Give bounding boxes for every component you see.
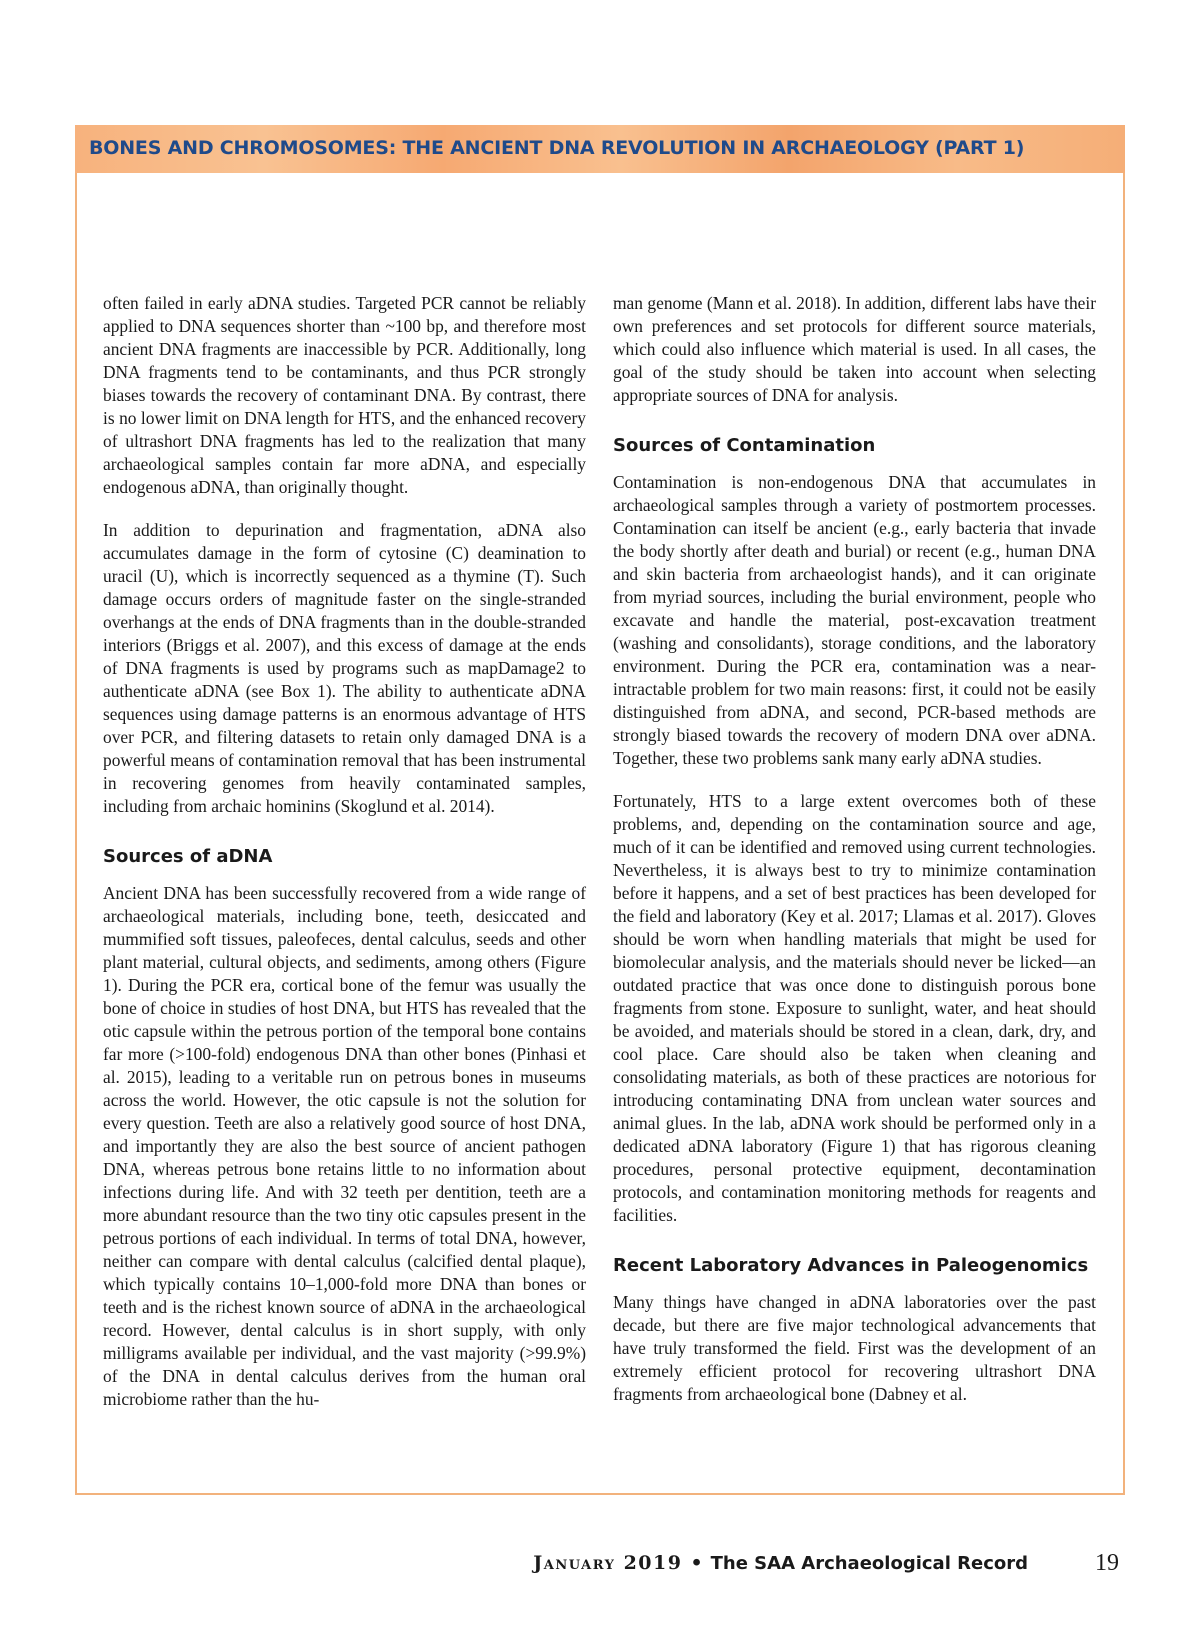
right-column bbox=[613, 292, 1096, 1426]
publication-name: The SAA Archaeological Record bbox=[710, 1553, 1028, 1574]
section-heading-sources-of-contamination: Sources of Contamination bbox=[613, 435, 876, 456]
paragraph: Ancient DNA has been successfully recovered from a wide range of archaeological materials, including bone, teeth, desiccated and mummified soft tissues, paleofeces, dental calculus, seeds and other plant material, cultural objects, and sediments, among others (Figure 1). During the PCR era, cortical bone of the femur was usually the bone of choice in studies of host DNA, but HTS has revealed that the otic capsule within the petrous portion of the temporal bone contains far more (>100-fold) endogenous DNA than other bones (Pinhasi et al. 2015), leading to a veritable run on petrous bones in museums across the world. However, the otic capsule is not the solution for every question. Teeth are also a relatively good source of host DNA, and importantly they are also the best source of ancient pathogen DNA, whereas petrous bone retains little to no information about infections during life. And with 32 teeth per dentition, teeth are a more abundant resource than the two tiny otic capsules present in the petrous portions of each individual. In terms of total DNA, however, neither can compare with dental calculus (calcified dental plaque), which typically contains 10–1,000-fold more DNA than bones or teeth and is the richest known source of aDNA in the archaeological record. However, dental calculus is in short supply, with only milligrams available per individual, and the vast majority (>99.9%) of the DNA in dental calculus derives from the human oral microbiome rather than the hu- bbox=[103, 883, 586, 1409]
section-heading-sources-of-adna: Sources of aDNA bbox=[103, 846, 273, 867]
paragraph: man genome (Mann et al. 2018). In addition, different labs have their own preferences and set protocols for different source materials, which could also influence which material is used. In all cases, the goal of the study should be taken into account when selecting appropriate sources of DNA for analysis. bbox=[613, 293, 1096, 405]
header-banner bbox=[75, 125, 1125, 173]
left-column bbox=[103, 292, 586, 1431]
paragraph: Fortunately, HTS to a large extent overcomes both of these problems, and, depending on the contamination source and age, much of it can be identified and removed using current technologies. Nevertheless, it is always best to try to minimize contamination before it happens, and a set of best practices has been developed for the field and laboratory (Key et al. 2017; Llamas et al. 2017). Gloves should be worn when handling materials that might be used for biomolecular analysis, and the materials should never be licked—an outdated practice that was once done to distinguish porous bone fragments from stone. Exposure to sunlight, water, and heat should be avoided, and materials should be stored in a clean, dark, dry, and cool place. Care should also be taken when cleaning and consolidating materials, as both of these practices are notorious for introducing contaminating DNA from unclean water sources and animal glues. In the lab, aDNA work should be performed only in a dedicated aDNA laboratory (Figure 1) that has rigorous cleaning procedures, personal protective equipment, decontamination protocols, and contamination monitoring methods for reagents and facilities. bbox=[613, 791, 1096, 1225]
paragraph: Contamination is non-endogenous DNA that accumulates in archaeological samples through a variety of postmortem processes. Contamination can itself be ancient (e.g., early bacteria that invade the body shortly after death and burial) or recent (e.g., human DNA and skin bacteria from archaeologist hands), and it can originate from myriad sources, including the burial environment, people who excavate and handle the material, post-excavation treatment (washing and consolidants), storage conditions, and the laboratory environment. During the PCR era, contamination was a near-intractable problem for two main reasons: first, it could not be easily distinguished from aDNA, and second, PCR-based methods are strongly biased towards the recovery of modern DNA over aDNA. Together, these two problems sank many early aDNA studies. bbox=[613, 472, 1096, 768]
paragraph: Many things have changed in aDNA laboratories over the past decade, but there are five major technological advancements that have truly transformed the field. First was the development of an extremely efficient protocol for recovering ultrashort DNA fragments from archaeological bone (Dabney et al. bbox=[613, 1292, 1096, 1404]
issue-date: January 2019 bbox=[533, 1552, 683, 1574]
running-footer bbox=[533, 1552, 1028, 1574]
paragraph: In addition to depurination and fragmentation, aDNA also accumulates damage in the form of cytosine (C) deamination to uracil (U), which is incorrectly sequenced as a thymine (T). Such damage occurs orders of magnitude faster on the single-stranded overhangs at the ends of DNA fragments than in the double-stranded interiors (Briggs et al. 2007), and this excess of damage at the ends of DNA fragments is used by programs such as mapDamage2 to authenticate aDNA (see Box 1). The ability to authenticate aDNA sequences using damage patterns is an enormous advantage of HTS over PCR, and filtering datasets to retain only damaged DNA is a powerful means of contamination removal that has been instrumental in recovering genomes from heavily contaminated samples, including from archaic hominins (Skoglund et al. 2014). bbox=[103, 520, 586, 816]
paragraph: often failed in early aDNA studies. Targeted PCR cannot be reliably applied to DNA sequences shorter than ~100 bp, and therefore most ancient DNA fragments are inaccessible by PCR. Additionally, long DNA fragments tend to be contaminants, and thus PCR strongly biases towards the recovery of contaminant DNA. By contrast, there is no lower limit on DNA length for HTS, and the enhanced recovery of ultrashort DNA fragments has led to the realization that many archaeological samples contain far more aDNA, and especially endogenous aDNA, than originally thought. bbox=[103, 293, 586, 497]
bullet-separator: • bbox=[690, 1552, 703, 1574]
section-title: BONES AND CHROMOSOMES: THE ANCIENT DNA REVOLUTION IN ARCHAEOLOGY (PART 1) bbox=[89, 137, 1025, 159]
page-number: 19 bbox=[1095, 1550, 1119, 1576]
section-heading-recent-advances: Recent Laboratory Advances in Paleogenomics bbox=[613, 1255, 1089, 1276]
